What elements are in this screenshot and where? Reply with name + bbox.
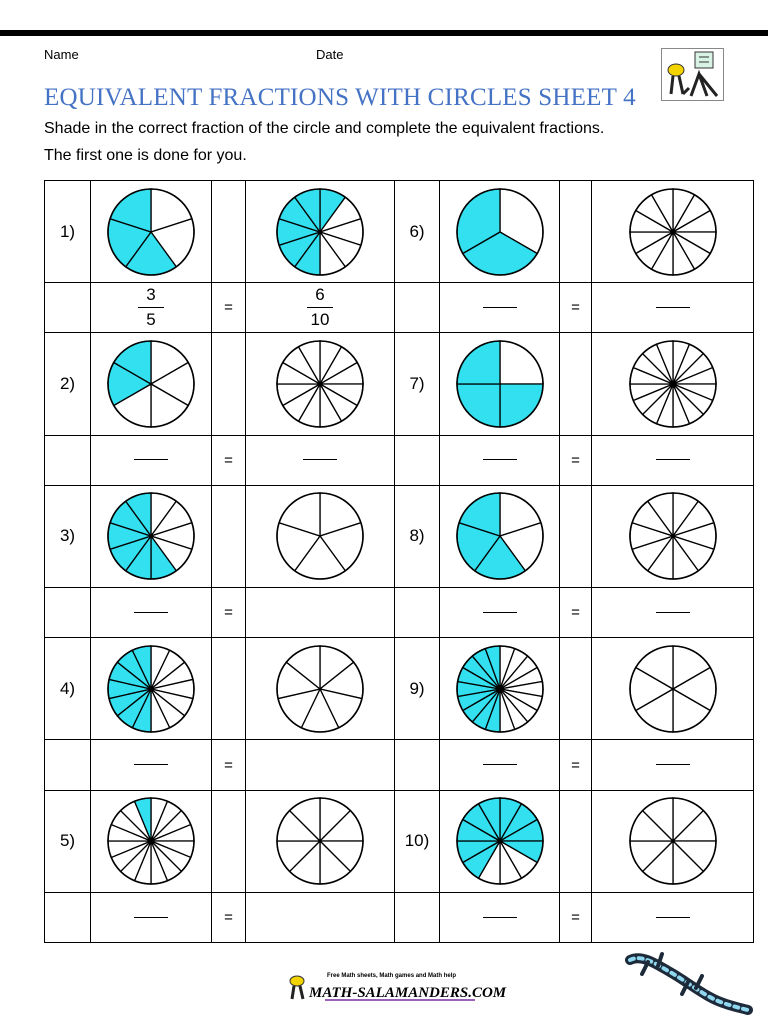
answer-blank[interactable] xyxy=(134,917,168,918)
answer-blank[interactable] xyxy=(303,459,337,460)
equals-sign: = xyxy=(560,435,592,485)
answer-blank[interactable] xyxy=(134,764,168,765)
fraction-circle[interactable] xyxy=(106,796,196,886)
answer-blank[interactable] xyxy=(134,459,168,460)
fraction-row-5 xyxy=(45,892,754,942)
circle-row-2 xyxy=(45,333,754,435)
problem-label: 6) xyxy=(395,181,440,283)
instruction-line-1: Shade in the correct fraction of the circle and complete the equivalent fractions. xyxy=(44,120,605,137)
fraction-circle[interactable] xyxy=(275,339,365,429)
problem-label: 8) xyxy=(395,485,440,587)
date-label: Date xyxy=(316,47,344,62)
problem-label: 9) xyxy=(395,638,440,740)
fraction-circle[interactable] xyxy=(275,644,365,734)
fraction-circle[interactable] xyxy=(106,187,196,277)
denominator: 5 xyxy=(146,310,156,330)
salamander-teacher-logo xyxy=(661,48,724,101)
fraction-circle[interactable] xyxy=(106,339,196,429)
circle-row-5 xyxy=(45,790,754,892)
circle-row-1 xyxy=(45,181,754,283)
fraction-circle[interactable] xyxy=(455,644,545,734)
equals-sign: = xyxy=(212,740,246,790)
footer-logo[interactable] xyxy=(285,965,507,1005)
name-label: Name xyxy=(44,47,79,62)
fraction-answer xyxy=(307,285,333,330)
footer-salamander-icon xyxy=(290,976,304,986)
fraction-circle[interactable] xyxy=(275,187,365,277)
instruction-line-2: The first one is done for you. xyxy=(44,147,247,164)
fraction-answer xyxy=(138,285,164,330)
problem-label: 2) xyxy=(45,333,91,435)
fraction-circle[interactable] xyxy=(628,796,718,886)
answer-blank[interactable] xyxy=(483,612,517,613)
equals-sign: = xyxy=(212,435,246,485)
equals-sign: = xyxy=(212,892,246,942)
equals-sign: = xyxy=(560,892,592,942)
fraction-circle[interactable] xyxy=(455,491,545,581)
problem-label: 4) xyxy=(45,638,91,740)
circle-row-3 xyxy=(45,485,754,587)
fraction-circle[interactable] xyxy=(275,491,365,581)
fraction-circle[interactable] xyxy=(275,796,365,886)
fraction-circle[interactable] xyxy=(455,187,545,277)
fraction-circle[interactable] xyxy=(455,796,545,886)
circle-row-4 xyxy=(45,638,754,740)
answer-blank[interactable] xyxy=(483,459,517,460)
fraction-circle[interactable] xyxy=(455,339,545,429)
salamander-icon xyxy=(622,948,752,1018)
equals-sign: = xyxy=(212,588,246,638)
fractions-table xyxy=(44,180,754,943)
equals-sign: = xyxy=(560,283,592,333)
fraction-row-1 xyxy=(45,283,754,333)
answer-blank[interactable] xyxy=(656,917,690,918)
page-title: EQUIVALENT FRACTIONS WITH CIRCLES SHEET 4 xyxy=(44,84,636,111)
answer-blank[interactable] xyxy=(483,307,517,308)
footer-tagline: Free Math sheets, Math games and Math help xyxy=(327,973,457,979)
fraction-bar xyxy=(307,307,333,308)
fraction-circle[interactable] xyxy=(628,339,718,429)
fraction-row-4 xyxy=(45,740,754,790)
fraction-circle[interactable] xyxy=(628,644,718,734)
answer-blank[interactable] xyxy=(656,459,690,460)
problem-label: 10) xyxy=(395,790,440,892)
fraction-circle[interactable] xyxy=(106,491,196,581)
answer-blank[interactable] xyxy=(483,917,517,918)
fraction-circle[interactable] xyxy=(628,491,718,581)
fraction-circle[interactable] xyxy=(106,644,196,734)
answer-blank[interactable] xyxy=(656,307,690,308)
numerator: 3 xyxy=(146,285,156,305)
denominator: 10 xyxy=(310,310,330,330)
problem-label: 1) xyxy=(45,181,91,283)
fraction-row-3 xyxy=(45,588,754,638)
top-border-bar xyxy=(0,30,768,36)
numerator: 6 xyxy=(315,285,325,305)
problem-label: 5) xyxy=(45,790,91,892)
answer-blank[interactable] xyxy=(483,764,517,765)
footer-site-name: MATH-SALAMANDERS.COM xyxy=(309,985,507,1001)
equals-sign: = xyxy=(560,588,592,638)
problem-label: 3) xyxy=(45,485,91,587)
equals-sign: = xyxy=(560,740,592,790)
problem-label: 7) xyxy=(395,333,440,435)
answer-blank[interactable] xyxy=(656,764,690,765)
answer-blank[interactable] xyxy=(656,612,690,613)
fraction-circle[interactable] xyxy=(628,187,718,277)
fraction-bar xyxy=(138,307,164,308)
answer-blank[interactable] xyxy=(134,612,168,613)
fraction-row-2 xyxy=(45,435,754,485)
equals-sign: = xyxy=(212,283,246,333)
